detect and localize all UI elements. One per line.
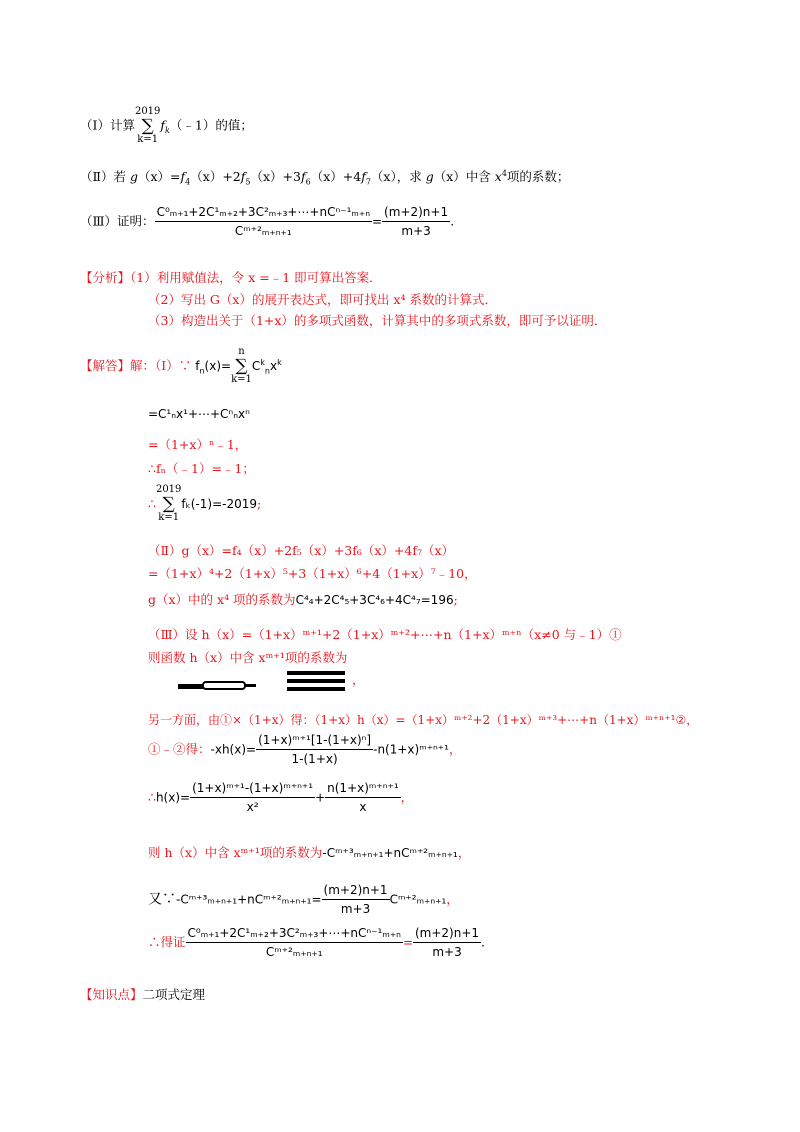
q2-g: g bbox=[129, 169, 138, 184]
knowledge-point bbox=[80, 987, 205, 1003]
q2-g2: g bbox=[425, 169, 434, 184]
analysis-line-3: （3）构造出关于（1+x）的多项式函数，计算其中的多项式系数，即可予以证明． bbox=[148, 313, 607, 328]
analysis-line-1 bbox=[80, 270, 382, 286]
garbled-formula-line-3 bbox=[287, 687, 345, 691]
p3-l7-pre: 则 h（x）中含 xᵐ⁺¹项的系数为 bbox=[148, 845, 323, 860]
p3-l4: 另一方面，由①×（1+x）得：（1+x）h（x）=（1+x）ᵐ⁺²+2（1+x）ᵐ⁺³+⋯+n（1+x）ᵐ⁺ⁿ⁺¹②， bbox=[148, 713, 699, 727]
p3-l7-math: -Cᵐ⁺³ₘ₊ₙ₊₁+nCᵐ⁺²ₘ₊ₙ₊₁ bbox=[322, 846, 458, 860]
p3-l8-pre: 又∵ bbox=[148, 891, 176, 908]
q2-f5: f bbox=[240, 169, 246, 184]
p3-l9-pre: ∴得证 bbox=[148, 934, 186, 950]
p3-l5-end: ， bbox=[448, 741, 462, 757]
analysis-l1: （1）利用赋值法，令 x =﹣1 即可算出答案． bbox=[130, 270, 382, 285]
analysis-tag: 【分析】 bbox=[80, 270, 131, 285]
p2-l1: （Ⅱ）g（x）=f₄（x）+2f₅（x）+3f₆（x）+4f₇（x） bbox=[148, 543, 455, 558]
p3-l8-end: ， bbox=[446, 891, 459, 907]
p3-l8-fraction bbox=[322, 882, 390, 917]
l5-sum-bot: k=1 bbox=[158, 512, 180, 523]
q1-f: f bbox=[160, 117, 166, 133]
garbled-formula-line-1 bbox=[287, 671, 345, 675]
l5-rhs: fₖ(-1)=-2019 bbox=[181, 497, 257, 511]
solution-l5-pre: ∴ bbox=[148, 496, 156, 511]
q2-t1: （x）= bbox=[138, 169, 181, 184]
fn-sum-bot: k=1 bbox=[231, 374, 252, 385]
garbled-formula-bar bbox=[178, 684, 204, 689]
q2-f4: f bbox=[180, 169, 186, 184]
q1-sum bbox=[135, 106, 160, 146]
p3-l6-fraction-1 bbox=[190, 780, 315, 815]
p3-l5 bbox=[148, 732, 461, 767]
p3-l7 bbox=[148, 845, 470, 861]
sigma-icon: ∑ bbox=[141, 116, 154, 136]
p3-l5-fraction bbox=[256, 732, 373, 767]
q3-rden: m+3 bbox=[401, 224, 431, 238]
solution-l4: ∴fₙ（﹣1）=﹣1； bbox=[148, 461, 255, 476]
p3-l9-rden: m+3 bbox=[432, 945, 462, 959]
q1-fsub: k bbox=[165, 126, 170, 135]
question-part-3: （Ⅲ）证明： $\frac{\text{C⁰ₘ₊₁+2C¹ₘ₊₂+3C²ₘ₊₃+⋯+nCⁿ⁻¹ₘ₊ₙ}}{\text{Cᵐ⁺²ₘ₊ₙ₊₁}}$ = $\frac{(m+2)n+1}{m+3}$ . bbox=[80, 205, 455, 238]
q2-exp: 4 bbox=[501, 168, 507, 178]
q2-s5: 5 bbox=[245, 177, 251, 187]
p3-l8-num: (m+2)n+1 bbox=[322, 882, 390, 900]
p3-l9-rhs-fraction bbox=[413, 925, 481, 960]
p3-l6-lhs: h(x)= bbox=[155, 790, 191, 805]
p3-l8-math: -Cᵐ⁺³ₘ₊ₙ₊₁+nCᵐ⁺²ₘ₊ₙ₊₁= bbox=[176, 892, 322, 907]
q1-arg: （﹣1）的值； bbox=[169, 117, 253, 133]
q2-label: （Ⅱ）若 bbox=[80, 169, 130, 184]
p3-l5-lhs: -xh(x)= bbox=[210, 742, 257, 757]
p3-l6-end: ， bbox=[400, 789, 414, 805]
p3-l5-num: (1+x)ᵐ⁺¹[1-(1+x)ⁿ] bbox=[256, 732, 373, 750]
p3-l6-num2: n(1+x)ᵐ⁺ⁿ⁺¹ bbox=[325, 780, 401, 798]
q2-f6: f bbox=[300, 169, 306, 184]
q1-sum-bot: k=1 bbox=[137, 134, 159, 145]
p3-l6-fraction-2 bbox=[325, 780, 401, 815]
p3-l7-end: ， bbox=[457, 845, 471, 860]
q2-a5: （x）+3 bbox=[250, 169, 301, 184]
p2-l3-end: ; bbox=[453, 592, 458, 607]
q2-s6: 6 bbox=[305, 177, 311, 187]
q2-x: x bbox=[494, 169, 502, 184]
p3-l5-pre: ①﹣②得： bbox=[148, 741, 211, 757]
fn-sum-top: n bbox=[238, 346, 245, 357]
p3-l6-den1: x² bbox=[246, 800, 259, 814]
fn-x: (x)= bbox=[204, 359, 232, 373]
knowledge-tag: 【知识点】 bbox=[80, 987, 143, 1002]
question-part-2 bbox=[80, 169, 569, 185]
q2-s4: 4 bbox=[185, 177, 191, 187]
solution-intro: 【解答】解：（Ⅰ）∵ $f_n(x)=$ n ∑ k=1 $C^k_nx^k$ bbox=[80, 346, 282, 385]
q2-t3: 项的系数； bbox=[506, 169, 570, 184]
fn-sub: n bbox=[199, 366, 205, 376]
p3-l8 bbox=[148, 882, 459, 917]
p3-l8-c: Cᵐ⁺²ₘ₊ₙ₊₁ bbox=[389, 892, 447, 907]
p3-l6-pre: ∴ bbox=[148, 789, 156, 805]
p3-l1: （Ⅲ）设 h（x）=（1+x）ᵐ⁺¹+2（1+x）ᵐ⁺²+⋯+n（1+x）ᵐ⁺ⁿ（x≠0 与﹣1）① bbox=[148, 627, 622, 642]
q1-sum-top: 2019 bbox=[134, 106, 161, 117]
q2-f7: f bbox=[361, 169, 366, 184]
solution-l2: =C¹ₙx¹+⋯+Cⁿₙxⁿ bbox=[148, 407, 250, 421]
l5-sum-top: 2019 bbox=[155, 484, 182, 495]
l5-semi: ; bbox=[257, 496, 262, 511]
q3-num: C⁰ₘ₊₁+2C¹ₘ₊₂+3C²ₘ₊₃+⋯+nCⁿ⁻¹ₘ₊ₙ bbox=[155, 204, 372, 222]
p2-l3 bbox=[148, 592, 458, 608]
p3-l9-num: C⁰ₘ₊₁+2C¹ₘ₊₂+3C²ₘ₊₃+⋯+nCⁿ⁻¹ₘ₊ₙ bbox=[186, 925, 403, 943]
q2-s7: 7 bbox=[365, 177, 371, 187]
q2-a6: （x）+4 bbox=[310, 169, 362, 184]
sigma-icon: ∑ bbox=[162, 494, 175, 514]
sigma-icon: ∑ bbox=[235, 356, 248, 376]
p2-l3-pre: g（x）中的 x⁴ 项的系数为 bbox=[148, 592, 296, 607]
p3-l9-lhs-fraction bbox=[186, 925, 403, 960]
p3-l9-end: . bbox=[481, 934, 486, 950]
garbled-formula-dash bbox=[244, 684, 256, 687]
knowledge-text: 二项式定理 bbox=[142, 987, 206, 1002]
p3-l8-den: m+3 bbox=[340, 902, 371, 916]
l5-sum bbox=[156, 484, 181, 524]
question-part-1 bbox=[80, 106, 253, 146]
fn-sum bbox=[231, 346, 252, 386]
p3-l5-rhs: -n(1+x)ᵐ⁺ⁿ⁺¹ bbox=[373, 742, 449, 757]
q3-rnum: (m+2)n+1 bbox=[382, 204, 450, 222]
garbled-formula-loop bbox=[202, 681, 246, 690]
q3-lhs-fraction bbox=[155, 204, 372, 239]
q3-end: . bbox=[450, 213, 455, 229]
solution-l5 bbox=[148, 484, 261, 524]
p3-l2: 则函数 h（x）中含 xᵐ⁺¹项的系数为 bbox=[148, 650, 348, 665]
garbled-formula-line-2 bbox=[287, 679, 345, 683]
p3-l6-den2: x bbox=[359, 800, 367, 814]
solution-l3: =（1+x）ⁿ﹣1， bbox=[148, 437, 248, 452]
p3-l6-num1: (1+x)ᵐ⁺¹-(1+x)ᵐ⁺ⁿ⁺¹ bbox=[190, 780, 315, 798]
p3-l9-den: Cᵐ⁺²ₘ₊ₙ₊₁ bbox=[265, 945, 323, 959]
q2-a7: （x），求 bbox=[370, 169, 426, 184]
q3-label: （Ⅲ）证明： bbox=[80, 213, 155, 229]
p2-l2: =（1+x）⁴+2（1+x）⁵+3（1+x）⁶+4（1+x）⁷﹣10， bbox=[148, 566, 477, 581]
p3-l6: ∴h(x)= $\frac{\text{(1+x)ᵐ⁺¹-(1+x)ᵐ⁺ⁿ⁺¹}}{\text{x²}}$ + $\frac{\text{n(1+x)ᵐ⁺ⁿ⁺¹}}{x}$ ， bbox=[148, 781, 414, 814]
solution-tag: 【解答】 bbox=[80, 358, 131, 373]
fn-c: C bbox=[251, 359, 261, 373]
q2-a4: （x）+2 bbox=[190, 169, 241, 184]
p3-l3-end: ， bbox=[352, 672, 365, 687]
solution-intro-text: 解：（Ⅰ）∵ bbox=[130, 358, 192, 373]
p3-l5-den: 1-(1+x) bbox=[291, 752, 338, 766]
analysis-line-2: （2）写出 G（x）的展开表达式，即可找出 x⁴ 系数的计算式． bbox=[148, 292, 497, 307]
p3-l9-rnum: (m+2)n+1 bbox=[413, 925, 481, 943]
q2-t2: （x）中含 bbox=[433, 169, 495, 184]
fn-f: f bbox=[195, 359, 200, 373]
q1-label: （Ⅰ）计算 bbox=[80, 117, 135, 133]
p3-l9: ∴得证 $\frac{\text{C⁰ₘ₊₁+2C¹ₘ₊₂+3C²ₘ₊₃+⋯+nCⁿ⁻¹ₘ₊ₙ}}{\text{Cᵐ⁺²ₘ₊ₙ₊₁}}$ = $\frac{(m+2)n+1}{m+3}$ . bbox=[148, 926, 486, 959]
p2-l3-math: C⁴₄+2C⁴₅+3C⁴₆+4C⁴₇=196 bbox=[295, 593, 454, 607]
q3-rhs-fraction bbox=[382, 204, 450, 239]
q3-den: Cᵐ⁺²ₘ₊ₙ₊₁ bbox=[234, 224, 292, 238]
